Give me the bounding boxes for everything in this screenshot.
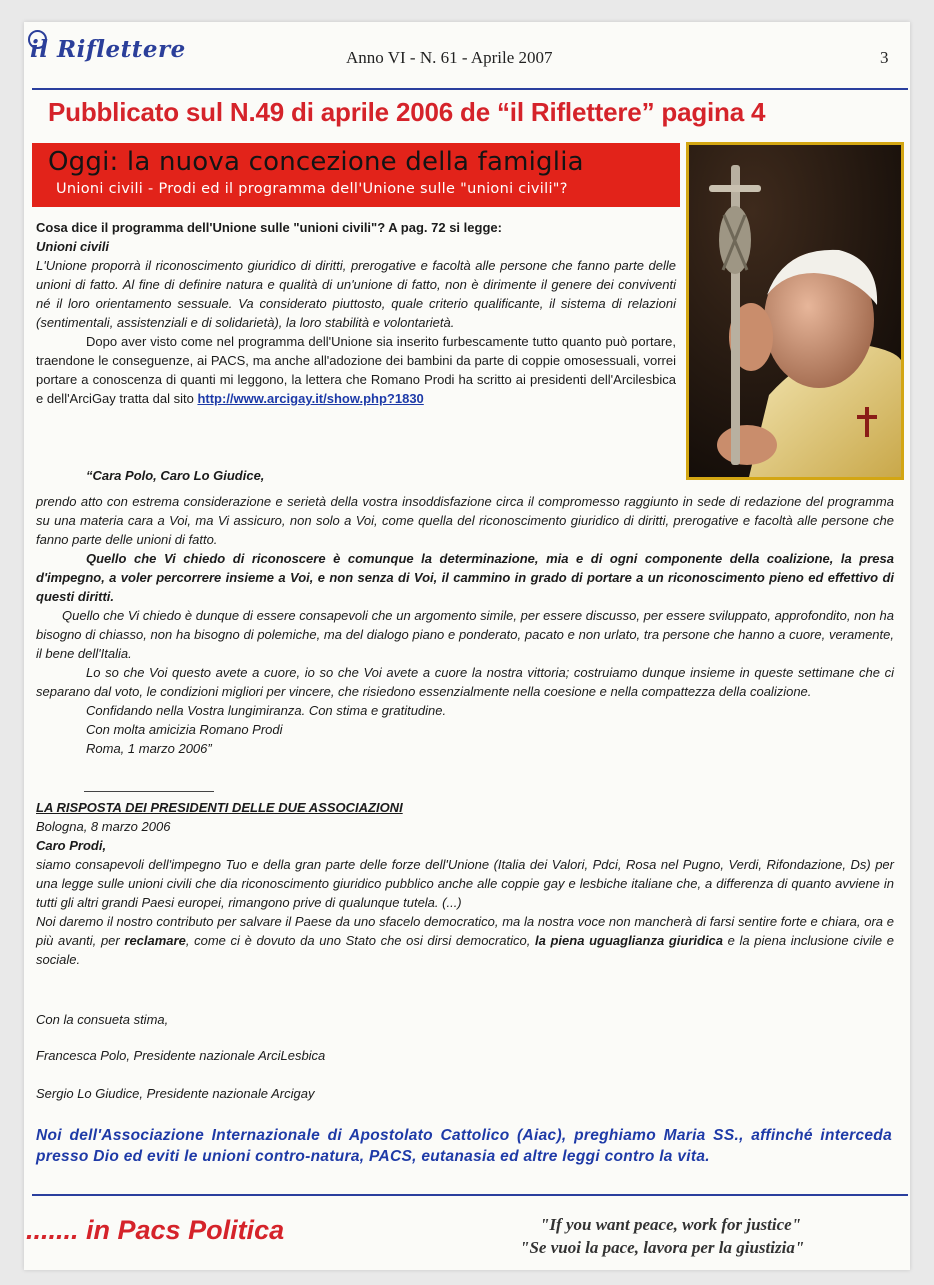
footer-divider [32,1194,908,1196]
signer-arcigay: Sergio Lo Giudice, Presidente nazionale Arcigay [36,1086,315,1101]
section-divider [84,791,214,792]
issue-info: Anno VI - N. 61 - Aprile 2007 [346,48,553,67]
response-heading: LA RISPOSTA DEI PRESIDENTI DELLE DUE ASSOCIAZIONI [36,800,403,815]
letter-paragraph-4: Lo so che Voi questo avete a cuore, io so che Voi avete a cuore la nostra vittoria; costruiamo dunque insieme in queste settimane che ci separano dal voto, le condizioni migliori per vincere, che risiedono essenzialmente nella coesione e nella compattezza della coalizione. [36,665,894,699]
newsletter-page [24,22,910,1270]
page-number: 3 [880,48,889,67]
republication-headline: Pubblicato sul N.49 di aprile 2006 de “il Riflettere” pagina 4 [48,97,766,127]
header-divider [32,88,908,90]
aiac-prayer-note: Noi dell'Associazione Internazionale di Apostolato Cattolico (Aiac), preghiamo Maria SS., affinché interceda presso Dio ed eviti le unioni contro-natura, PACS, eutanasia ed altre leggi contro la vita. [36,1127,892,1165]
prodi-letter [36,492,894,758]
logo-ring-icon [28,30,47,49]
program-quote: L'Unione proporrà il riconoscimento giuridico di diritti, prerogative e facoltà alle persone che fanno parte delle unioni di fatto. Al fine di definire natura e qualità di un'unione di fatto, non è dirimente il genere dei conviventi né il loro orientamento sessuale. Va considerato piuttosto, quale criterio qualificante, il sistema di relazioni (sentimentali, assistenziali e di solidarietà), la loro stabilità e volontarietà. [36,258,676,330]
source-link[interactable]: http://www.arcigay.it/show.php?1830 [197,391,424,406]
footer-quote-italian: "Se vuoi la pace, lavora per la giustizia" [520,1238,805,1257]
response-place-date: Bologna, 8 marzo 2006 [36,819,171,834]
letter-closing-1: Confidando nella Vostra lungimiranza. Con stima e gratitudine. [86,703,447,718]
letter-paragraph-2: Quello che Vi chiedo di riconoscere è comunque la determinazione, mia e di ogni componente della coalizione, la presa d'impegno, a voler percorrere insieme a Voi, e non senza di Voi, il cammino in grado di portare a un riconoscimento pieno ed effettivo di questi diritti. [36,551,894,604]
response-closing: Con la consueta stima, [36,1012,169,1027]
signer-arcilesbica: Francesca Polo, Presidente nazionale ArciLesbica [36,1048,326,1063]
letter-place-date: Roma, 1 marzo 2006” [86,741,212,756]
letter-salutation: “Cara Polo, Caro Lo Giudice, [86,468,265,483]
article-title: Oggi: la nuova concezione della famiglia [48,147,584,177]
masthead-logo: il Riflettere [30,36,186,63]
letter-paragraph-1: prendo atto con estrema considerazione e serietà della vostra insoddisfazione circa il compromesso raggiunto in sede di redazione del programma su una materia cara a Voi, ma Vi assicuro, non solo a Voi, come quella del riconoscimento giuridico di diritti, prerogative e facoltà alle persone che fanno parte delle unioni di fatto. [36,494,894,547]
response-paragraph-2: Noi daremo il nostro contributo per salvare il Paese da uno sfacelo democratico, ma la nostra voce non mancherà di farsi sentire forte e chiara, ora e più avanti, per reclamare, come ci è dovuto da uno Stato che osi dirsi democratico, la piena uguaglianza giuridica e la piena inclusione civile e sociale. [36,914,894,967]
footer-section-title: ....... in Pacs Politica [26,1215,285,1245]
article-banner [32,143,680,207]
intro-commentary: Dopo aver visto come nel programma dell'Unione sia inserito furbescamente tutto quanto può portare, traendone le conseguenze, ai PACS, ma anche all'adozione dei bambini da parte di coppie omosessuali, vorrei portare a conoscenza di quanti mi leggono, la lettera che Romano Prodi ha scritto ai presidenti dell'Arcilesbica e dell'ArciGay tratta dal sito http://www.arcigay.it/show.php?1830 [36,334,676,406]
article-subtitle: Unioni civili - Prodi ed il programma dell'Unione sulle "unioni civili"? [56,181,568,197]
section-heading: Unioni civili [36,239,109,254]
intro-question: Cosa dice il programma dell'Unione sulle "unioni civili"? A pag. 72 si legge: [36,220,502,235]
presidents-response [36,798,894,969]
intro-section [36,218,676,408]
footer-quote-english: "If you want peace, work for justice" [540,1215,802,1234]
letter-paragraph-3: Quello che Vi chiedo è dunque di essere consapevoli che un argomento simile, per essere discusso, per essere sviluppato, approfondito, non ha bisogno di chiasso, non ha bisogno di polemiche, ma del dialogo piano e ponderato, pacato e non urlato, tra persone che hanno a cuore, veramente, il bene dell'Italia. [36,608,894,661]
pope-photo [686,142,904,480]
response-salutation: Caro Prodi, [36,838,107,853]
letter-closing-2: Con molta amicizia Romano Prodi [86,722,283,737]
response-paragraph-1: siamo consapevoli dell'impegno Tuo e della gran parte delle forze dell'Unione (Italia dei Valori, Pdci, Rosa nel Pugno, Verdi, Rifondazione, Ds) per una legge sulle unioni civili che dia riconoscimento giuridico pubblico anche alle coppie gay e lesbiche italiane che, a differenza di quanto avviene in tutti gli altri grandi Paesi europei, rimangono prive di qualunque tutela. (...) [36,857,894,910]
pope-photo-image [689,145,901,477]
